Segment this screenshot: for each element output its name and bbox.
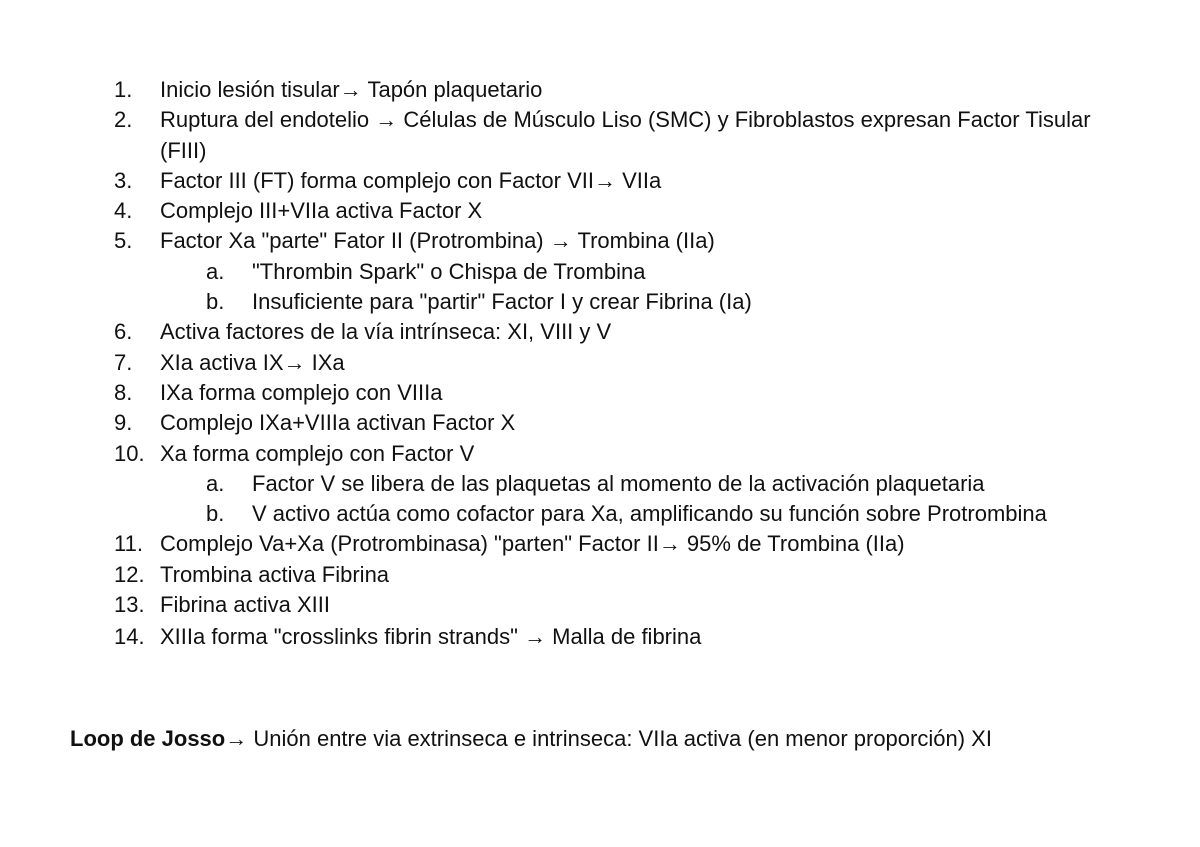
list-item — [0, 378, 1200, 408]
list-number: 6. — [114, 319, 133, 345]
sub-list-text: "Thrombin Spark" o Chispa de Trombina — [252, 258, 646, 284]
list-text: Inicio lesión tisular→ Tapón plaquetario — [160, 77, 543, 102]
footer-note — [70, 724, 1130, 754]
list-number: 4. — [114, 198, 133, 224]
list-text: Complejo Va+Xa (Protrombinasa) "parten" Factor II→ 95% de Trombina (IIa) — [160, 531, 905, 557]
list-text: Complejo IXa+VIIIa activan Factor X — [160, 410, 516, 436]
list-item — [0, 226, 1200, 256]
list-item — [0, 317, 1200, 347]
list-number: 11. — [114, 531, 143, 557]
list-text: Factor Xa "parte" Fator II (Protrombina) → Trombina (IIa) — [160, 228, 715, 254]
list-item — [0, 439, 1200, 469]
list-item — [0, 590, 1200, 620]
list-item — [0, 105, 1200, 166]
list-text: XIIIa forma "crosslinks fibrin strands" → Malla de fibrina — [160, 624, 702, 650]
list-number: 7. — [114, 349, 133, 375]
list-number: 12. — [114, 561, 145, 587]
list-item — [0, 529, 1200, 559]
list-text: Factor III (FT) forma complejo con Factor VII→ VIIa — [160, 167, 662, 193]
list-number: 8. — [114, 379, 133, 405]
list-item — [0, 75, 1200, 105]
list-number: 9. — [114, 410, 133, 436]
list-text: Fibrina activa XIII — [160, 592, 330, 618]
sub-list-text: V activo actúa como cofactor para Xa, amplificando su función sobre Protrombina — [252, 501, 1047, 527]
list-number: 1. — [114, 77, 133, 102]
list-item — [0, 622, 1200, 652]
list-text: Xa forma complejo con Factor V — [160, 440, 475, 466]
list-number: 2. — [114, 107, 133, 133]
sub-list-item — [0, 499, 1200, 529]
list-number: 3. — [114, 167, 133, 193]
sub-list-letter: a. — [206, 258, 225, 284]
list-text: IXa forma complejo con VIIIa — [160, 379, 443, 405]
list-item — [0, 166, 1200, 196]
list-number: 14. — [114, 624, 145, 650]
sub-list-letter: a. — [206, 470, 225, 496]
sub-list-item — [0, 257, 1200, 287]
list-number: 10. — [114, 440, 145, 466]
sub-list-item — [0, 469, 1200, 499]
list-item — [0, 560, 1200, 590]
list-item — [0, 348, 1200, 378]
list-text: Activa factores de la vía intrínseca: XI, VIII y V — [160, 319, 612, 345]
list-text: XIa activa IX→ IXa — [160, 349, 345, 375]
sub-list-letter: b. — [206, 501, 225, 527]
sub-list-item — [0, 287, 1200, 317]
list-item — [0, 196, 1200, 226]
list-number: 5. — [114, 228, 133, 254]
sub-list-letter: b. — [206, 289, 225, 315]
list-item — [0, 408, 1200, 438]
sub-list-text: Insuficiente para "partir" Factor I y crear Fibrina (Ia) — [252, 289, 752, 315]
list-text: Ruptura del endotelio → Células de Músculo Liso (SMC) y Fibroblastos expresan Factor Tisular (FIII) — [160, 107, 1091, 163]
footer-text: → Unión entre via extrinseca e intrinseca: VIIa activa (en menor proporción) XI — [225, 726, 992, 751]
list-number: 13. — [114, 592, 145, 618]
sub-list-text: Factor V se libera de las plaquetas al momento de la activación plaquetaria — [252, 470, 985, 496]
footer-bold-title: Loop de Josso — [70, 726, 226, 751]
numbered-list — [0, 75, 1200, 653]
list-text: Trombina activa Fibrina — [160, 561, 390, 587]
list-text: Complejo III+VIIa activa Factor X — [160, 198, 483, 224]
